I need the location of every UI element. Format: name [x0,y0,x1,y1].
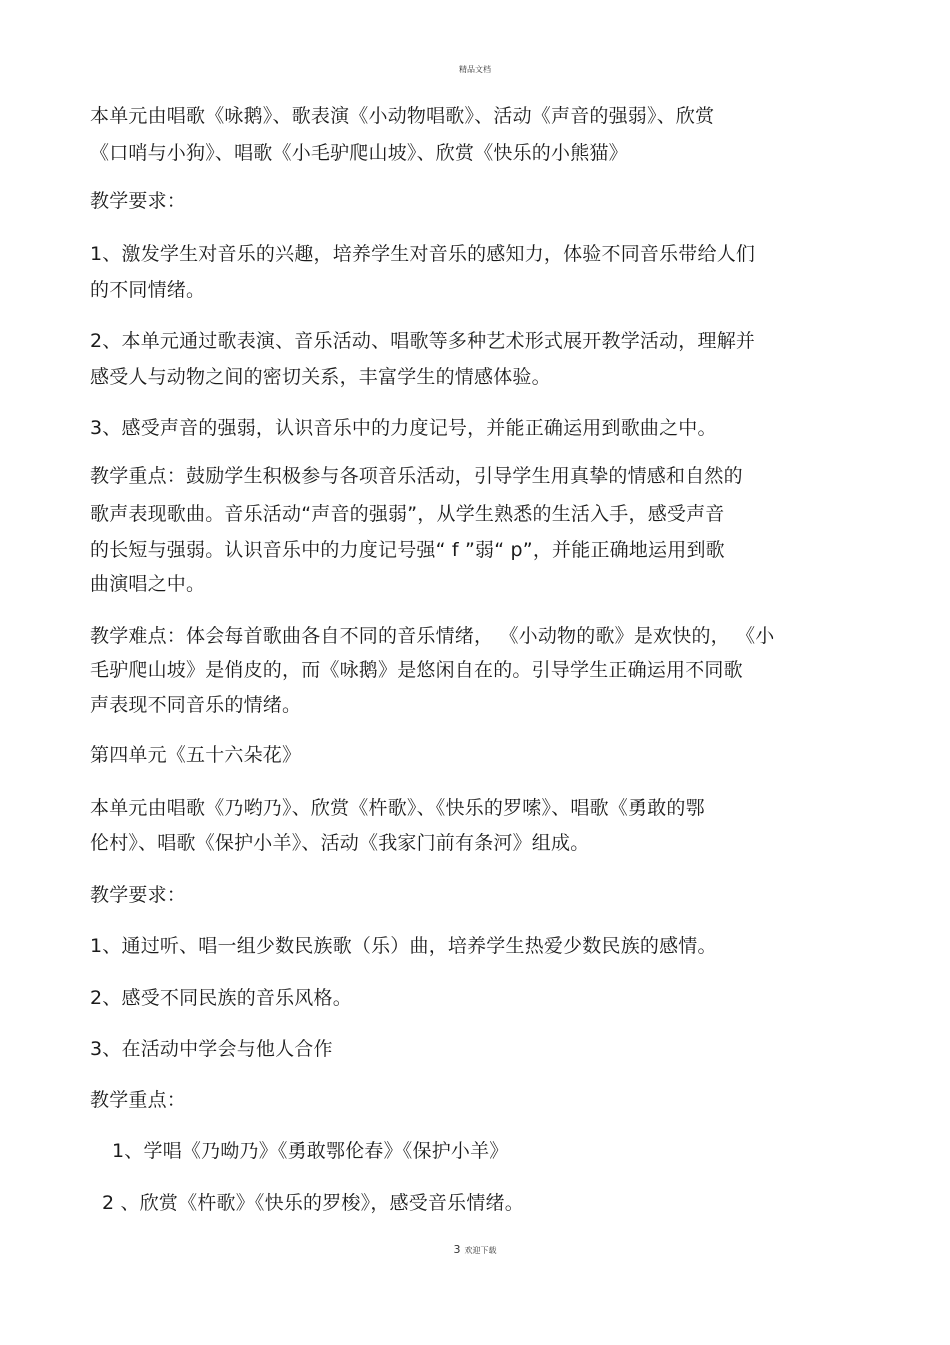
text-line: 的不同情绪。 [90,279,206,301]
text-line: 教学难点：体会每首歌曲各自不同的音乐情绪， 《小动物的歌》是欢快的， 《小 [90,625,775,647]
text-line: 《口哨与小狗》、唱歌《小毛驴爬山坡》、欣赏《快乐的小熊猫》 [90,142,628,164]
text-line: 1、激发学生对音乐的兴趣，培养学生对音乐的感知力，体验不同音乐带给人们 [90,243,756,265]
page-footer [0,1243,950,1256]
section-heading: 第四单元《五十六朵花》 [90,744,302,766]
text-line: 声表现不同音乐的情绪。 [90,694,302,716]
text-line: 3、在活动中学会与他人合作 [90,1038,333,1060]
text-line: 的长短与强弱。认识音乐中的力度记号强“ f ”弱“ p”，并能正确地运用到歌 [90,539,725,561]
text-line: 2、感受不同民族的音乐风格。 [90,987,352,1009]
text-line: 3、感受声音的强弱，认识音乐中的力度记号，并能正确运用到歌曲之中。 [90,417,717,439]
text-line: 1、学唱《乃呦乃》《勇敢鄂伦春》《保护小羊》 [112,1140,509,1162]
text-line: 曲演唱之中。 [90,573,206,595]
page-number: 3 [453,1243,461,1256]
footer-text: 欢迎下载 [464,1246,497,1255]
text-line: 教学重点：鼓励学生积极参与各项音乐活动，引导学生用真挚的情感和自然的 [90,465,743,487]
text-line: 2 、欣赏《杵歌》《快乐的罗梭》，感受音乐情绪。 [102,1192,524,1214]
text-line: 本单元由唱歌《乃哟乃》、欣赏《杵歌》、《快乐的罗嗦》、唱歌《勇敢的鄂 [90,797,705,819]
page-header: 精品文档 [459,65,491,74]
text-line: 本单元由唱歌《咏鹅》、歌表演《小动物唱歌》、活动《声音的强弱》、欣赏 [90,105,715,127]
text-line: 1、通过听、唱一组少数民族歌（乐）曲，培养学生热爱少数民族的感情。 [90,935,717,957]
section-heading: 教学要求： [90,884,187,906]
section-heading: 教学重点： [90,1089,187,1111]
section-heading: 教学要求： [90,190,187,212]
text-line: 毛驴爬山坡》是俏皮的，而《咏鹅》是悠闲自在的。引导学生正确运用不同歌 [90,659,743,681]
text-line: 2、本单元通过歌表演、音乐活动、唱歌等多种艺术形式展开教学活动，理解并 [90,330,756,352]
text-line: 伦村》、唱歌《保护小羊》、活动《我家门前有条河》组成。 [90,832,590,854]
text-line: 感受人与动物之间的密切关系，丰富学生的情感体验。 [90,366,551,388]
text-line: 歌声表现歌曲。音乐活动“声音的强弱”，从学生熟悉的生活入手，感受声音 [90,503,725,525]
